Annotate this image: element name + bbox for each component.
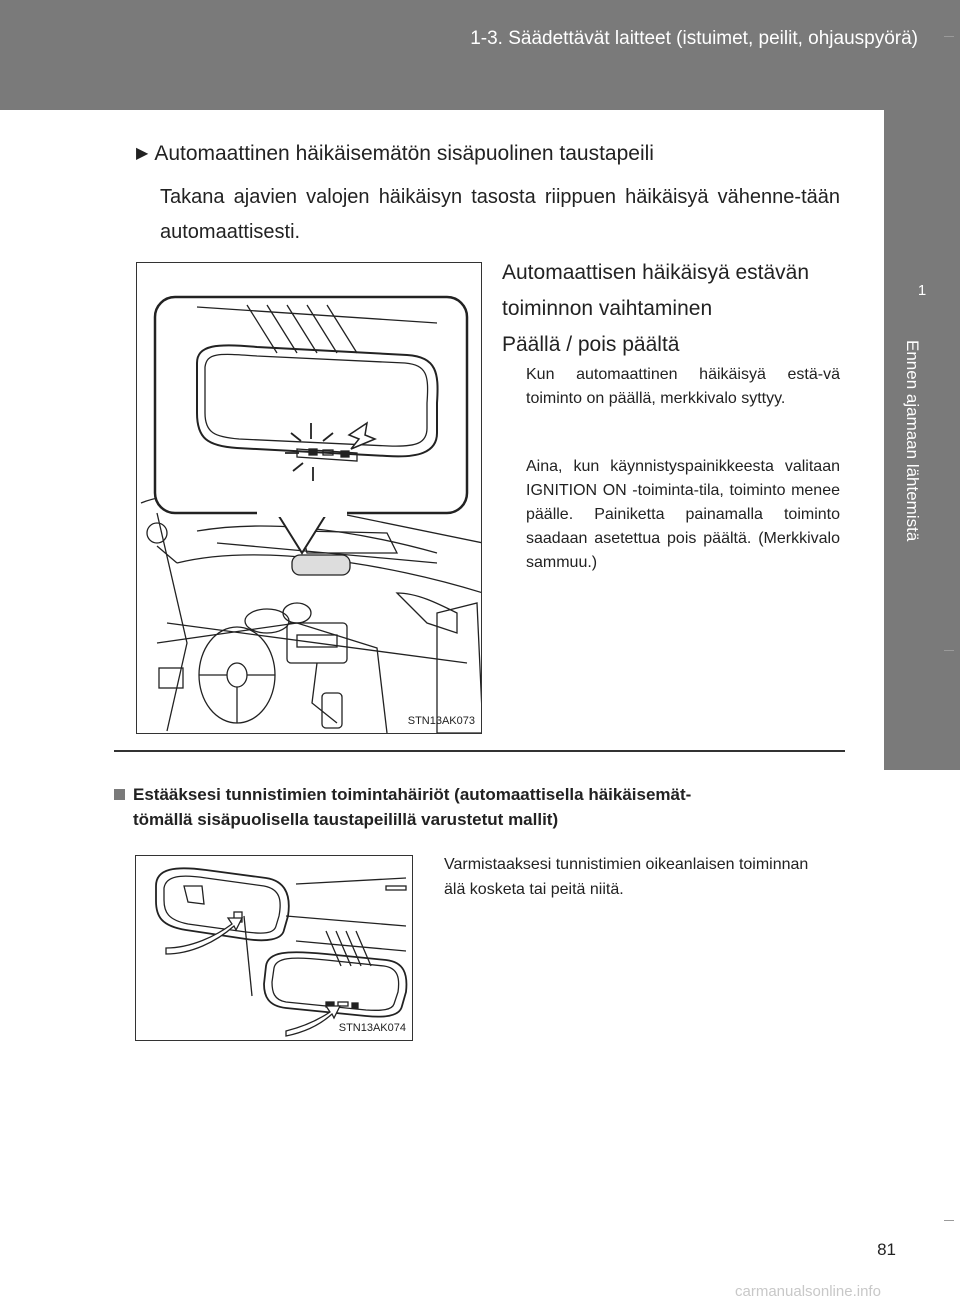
figure-mirror-dashboard [136,262,482,734]
note-indicator-on: Kun automaattinen häikäisyä estä-vä toiminto on päällä, merkkivalo syttyy. [526,366,840,407]
chapter-number: 1 [917,282,927,299]
dashboard-illustration [137,263,482,734]
square-bullet-icon [114,789,125,800]
subheading-line: Päällä / pois päältä [502,333,680,356]
header-band [0,0,960,110]
note-ignition: Aina, kun käynnistyspainikkeesta valitaan IGNITION ON -toiminta-tila, toiminto menee päälle. Painiketta painamalla toiminto saadaan asetettua pois päältä. (Merkkivalo sammuu.) [526,458,840,571]
section-heading-text: Automaattinen häikäisemätön sisäpuolinen taustapeili [154,142,654,165]
crop-mark [944,1220,954,1221]
crop-mark [944,36,954,37]
crop-mark [944,650,954,651]
figure-code: STN13AK074 [338,1022,406,1034]
sensor-illustration [136,856,413,1041]
figure-code: STN13AK073 [407,715,475,727]
section-divider [114,750,845,752]
page-number: 81 [877,1240,896,1259]
note-sensors: Varmistaaksesi tunnistimien oikeanlaisen toiminnan älä kosketa tai peitä niitä. [444,856,809,898]
subheading [502,255,842,363]
header-title: 1-3. Säädettävät laitteet (istuimet, peilit, ohjauspyörä) [470,28,918,49]
chapter-label-text: Ennen ajamaan lähtemistä [903,340,922,542]
section-heading [136,142,654,166]
triangle-marker-icon: ▶ [136,145,149,162]
figure-mirror-sensors [135,855,413,1041]
subheading-line: toiminnon vaihtaminen [502,297,713,320]
section-intro: Takana ajavien valojen häikäisyn tasosta riippuen häikäisyä vähenne-tään automaattisesti. [160,186,840,243]
bullet-heading [114,782,840,832]
bullet-heading-line: Estääksesi tunnistimien toimintahäiriöt (automaattisella häikäisemät- [133,785,692,804]
bullet-heading-line: tömällä sisäpuolisella taustapeilillä varustetut mallit) [133,810,559,829]
watermark-link[interactable]: carmanualsonline.info [735,1283,881,1300]
chapter-side-tab [884,110,960,770]
subheading-line: Automaattisen häikäisyä estävän [502,261,810,284]
